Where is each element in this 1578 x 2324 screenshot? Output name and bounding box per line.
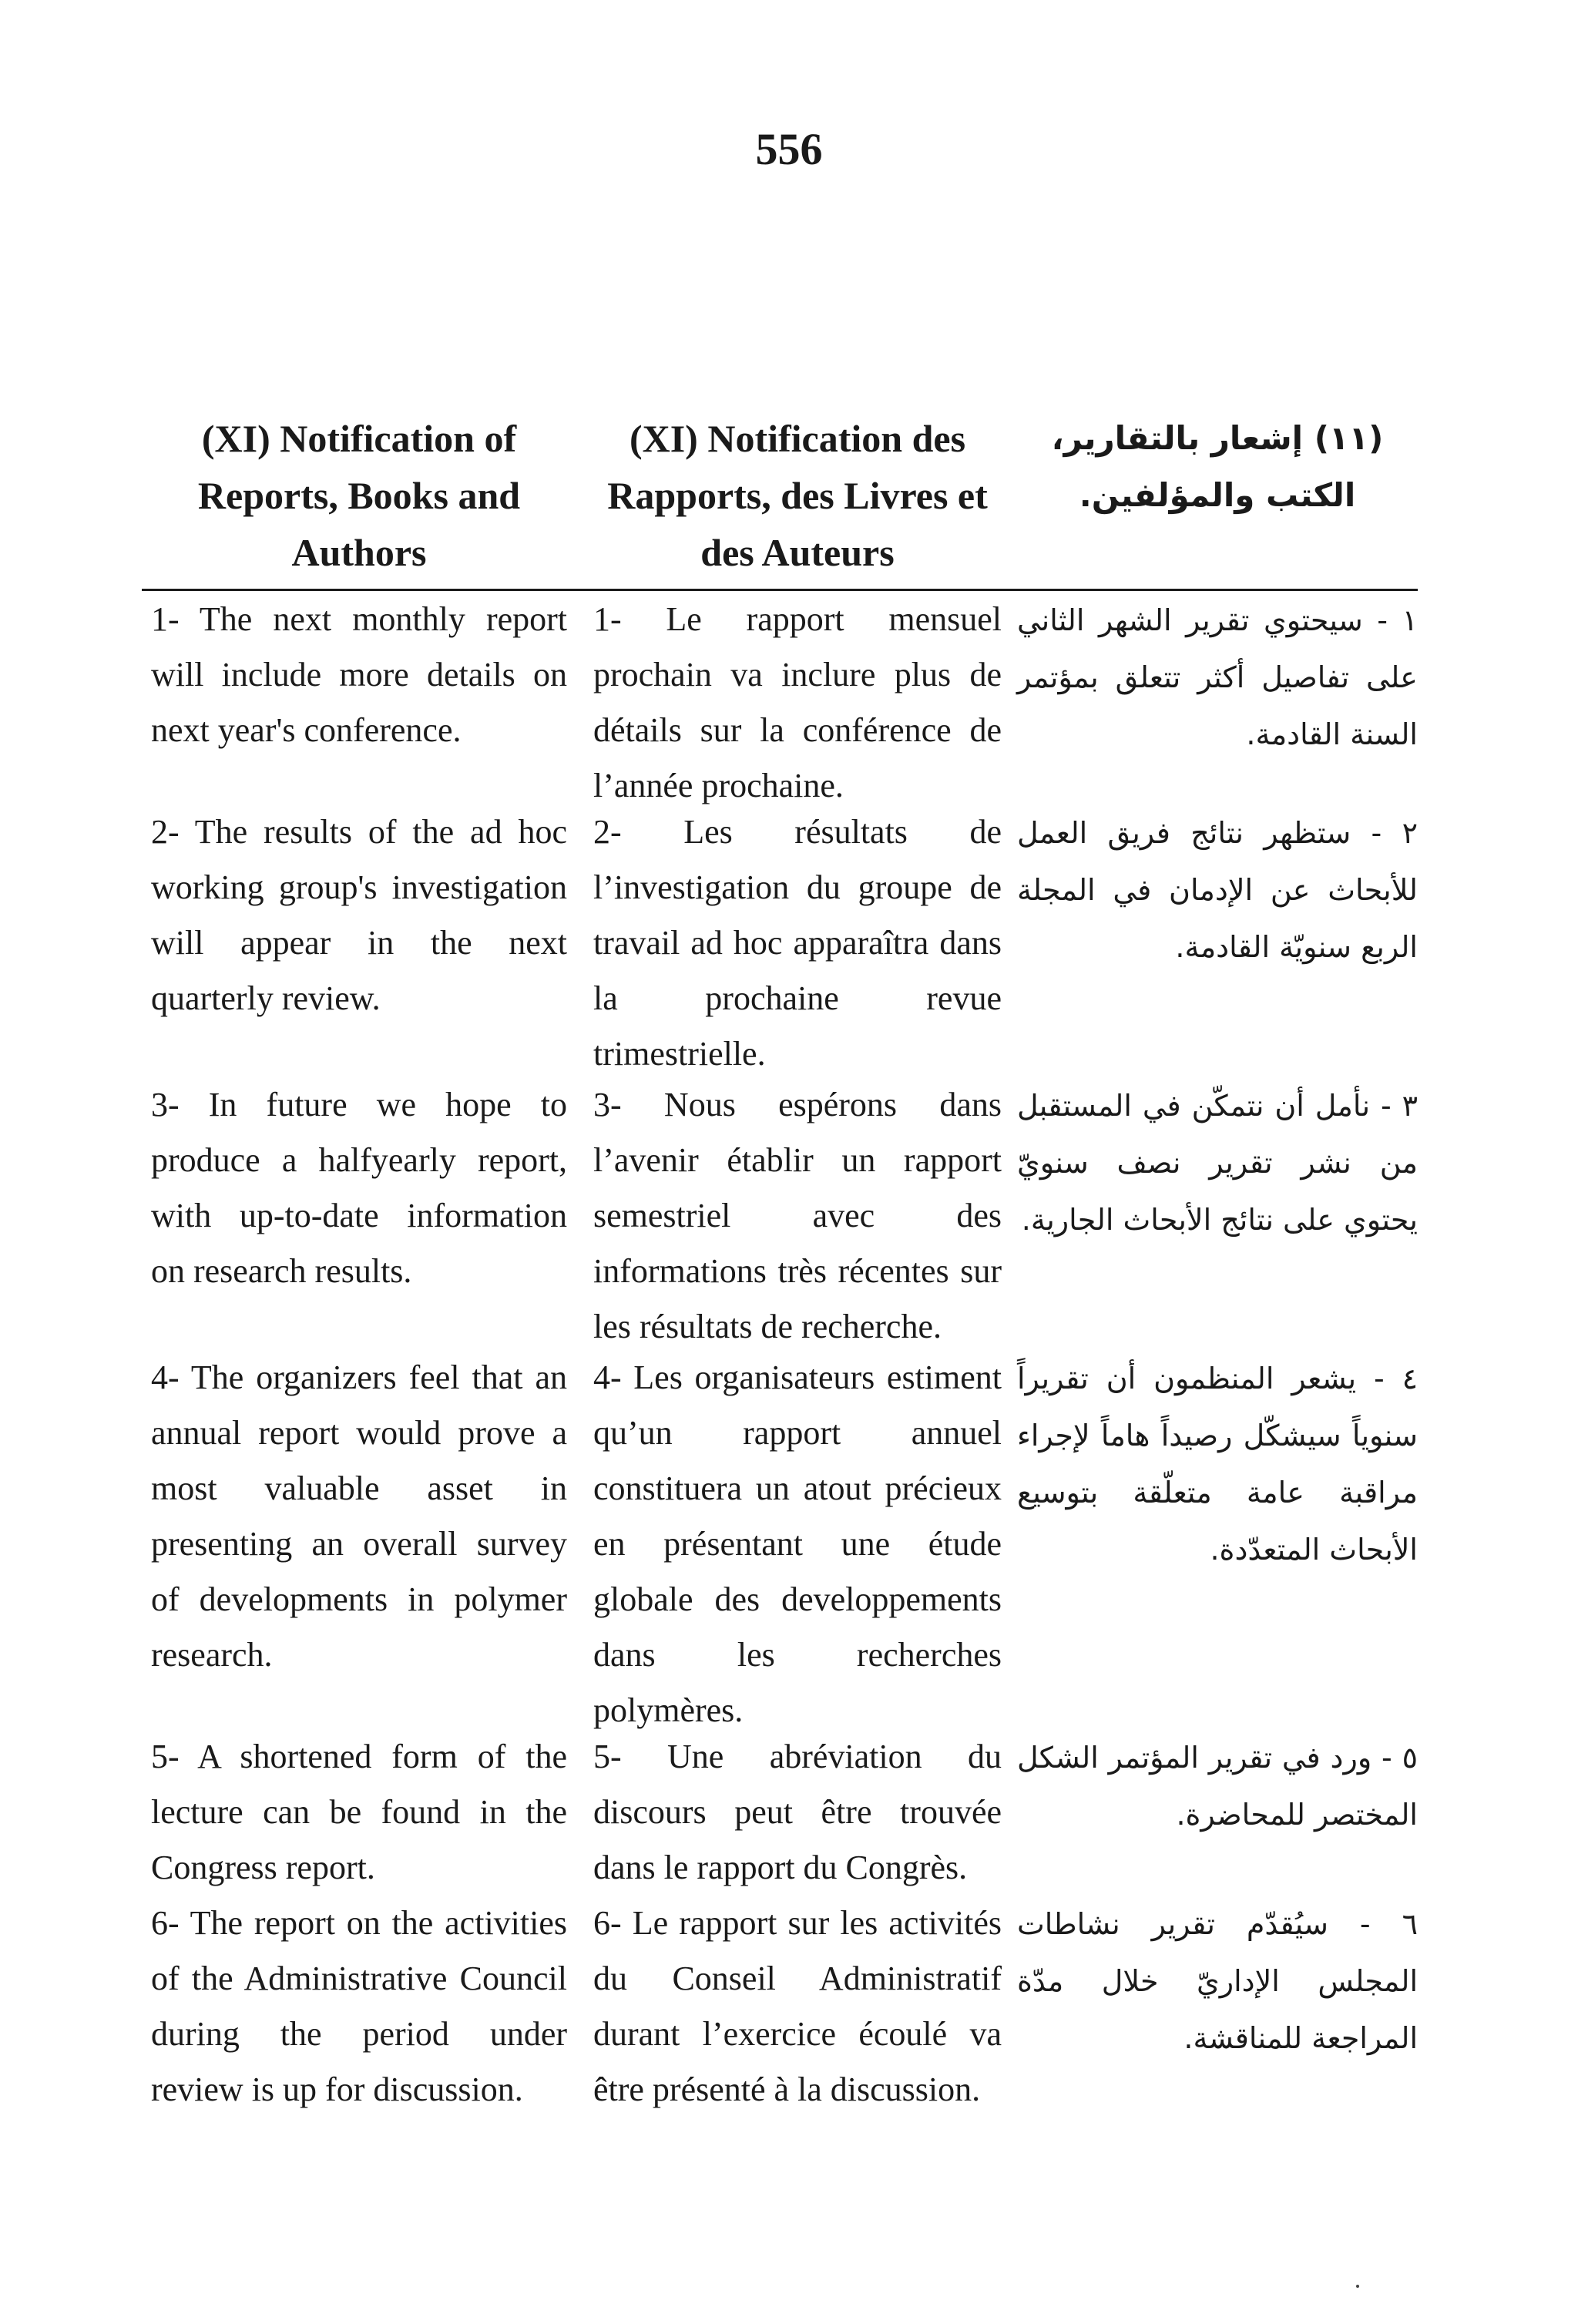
page-number: 556 bbox=[755, 124, 823, 174]
heading-divider bbox=[142, 589, 1418, 591]
heading-french: (XI) Notification des Rapports, des Livres et des Auteurs bbox=[607, 417, 988, 574]
item-4-english: 4- The organizers feel that an annual report would prove a most valuable asset in presenting an overall survey of developments in polymer research. bbox=[151, 1358, 567, 1674]
item-4-arabic: ٤ - يشعر المنظمون أن تقريراً سنوياً سيشكّل رصيداً هاماً لإجراء مراقبة عامة متعلّقة بتوسيع الأبحاث المتعدّدة. bbox=[1017, 1362, 1418, 1567]
item-1-arabic: ١ - سيحتوي تقرير الشهر الثاني على تفاصيل أكثر تتعلق بمؤتمر السنة القادمة. bbox=[1017, 603, 1418, 751]
item-3-english: 3- In future we hope to produce a halfyearly report, with up-to-date information on research results. bbox=[151, 1086, 567, 1290]
item-2-french: 2- Les résultats de l’investigation du groupe de travail ad hoc apparaîtra dans la prochaine revue trimestrielle. bbox=[593, 813, 1002, 1073]
item-6-french: 6- Le rapport sur les activités du Conseil Administratif durant l’exercice écoulé va être présenté à la discussion. bbox=[593, 1904, 1002, 2108]
item-6-arabic: ٦ - سيُقدّم تقرير نشاطات المجلس الإداريّ خلال مدّة المراجعة للمناقشة. bbox=[1017, 1907, 1418, 2055]
item-5-french: 5- Une abréviation du discours peut être trouvée dans le rapport du Congrès. bbox=[593, 1738, 1002, 1886]
heading-english: (XI) Notification of Reports, Books and Authors bbox=[197, 417, 521, 574]
heading-arabic: (١١) إشعار بالتقارير، الكتب والمؤلفين. bbox=[1051, 419, 1384, 514]
item-1-english: 1- The next monthly report will include more details on next year's conference. bbox=[151, 600, 567, 749]
item-2-english: 2- The results of the ad hoc working group's investigation will appear in the next quarterly review. bbox=[151, 813, 567, 1017]
item-5-arabic: ٥ - ورد في تقرير المؤتمر الشكل المختصر للمحاضرة. bbox=[1017, 1741, 1418, 1832]
stray-mark bbox=[1356, 2285, 1359, 2288]
item-3-arabic: ٣ - نأمل أن نتمكّن في المستقبل من نشر تقرير نصف سنويّ يحتوي على نتائج الأبحاث الجارية. bbox=[1017, 1089, 1418, 1237]
item-1-french: 1- Le rapport mensuel prochain va inclure plus de détails sur la conférence de l’année prochaine. bbox=[593, 600, 1002, 804]
item-2-arabic: ٢ - ستظهر نتائج فريق العمل للأبحاث عن الإدمان في المجلة الربع سنويّة القادمة. bbox=[1017, 816, 1418, 964]
item-5-english: 5- A shortened form of the lecture can be found in the Congress report. bbox=[151, 1738, 567, 1886]
item-6-english: 6- The report on the activities of the Administrative Council during the period under review is up for discussion. bbox=[151, 1904, 567, 2108]
item-4-french: 4- Les organisateurs estiment qu’un rapport annuel constituera un atout précieux en présentant une étude globale des developpements dans les recherches polymères. bbox=[593, 1358, 1002, 1729]
item-3-french: 3- Nous espérons dans l’avenir établir un rapport semestriel avec des informations très récentes sur les résultats de recherche. bbox=[593, 1086, 1002, 1345]
